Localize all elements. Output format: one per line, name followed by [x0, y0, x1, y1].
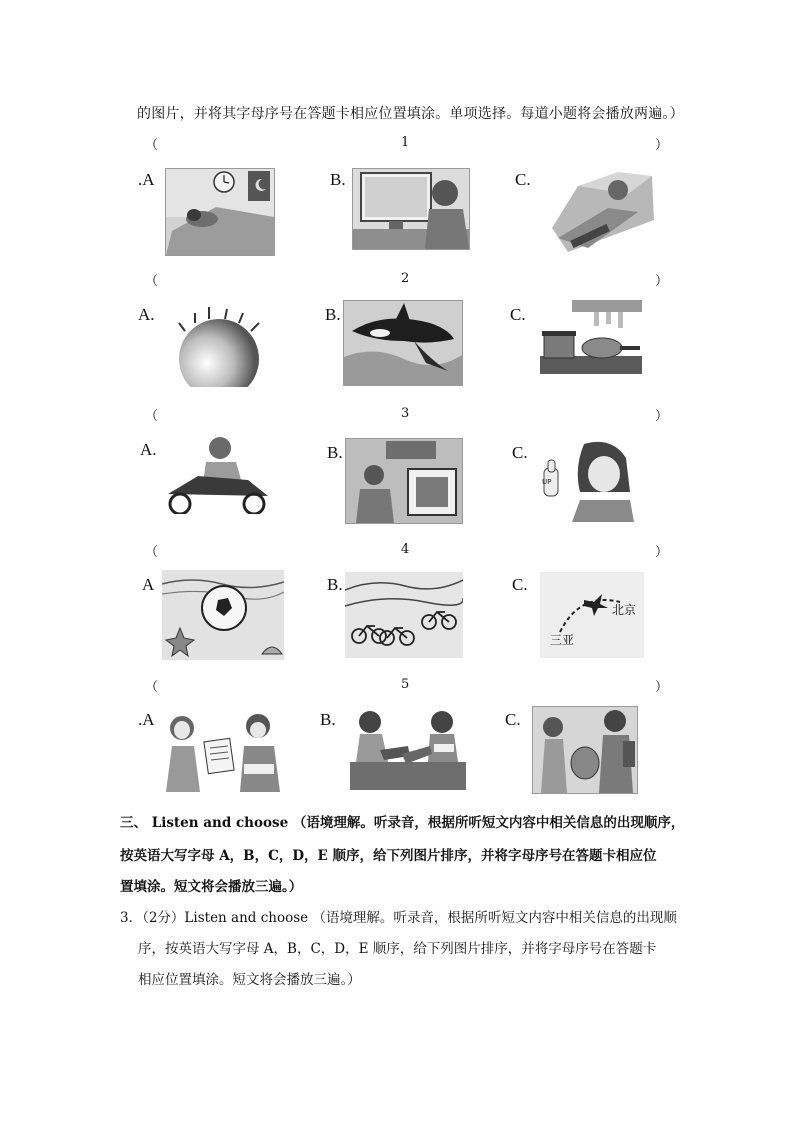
beach-ball-starfish-image	[162, 570, 284, 660]
q3-number: 3	[401, 406, 410, 421]
q2-paren-close: ）	[655, 274, 669, 289]
q3-option-c-picture[interactable]	[540, 438, 634, 522]
question-3-line-3: 相应位置填涂。短文将会播放三遍。）	[138, 972, 361, 988]
q5-paren-open: （	[145, 680, 159, 695]
q1-option-a-picture[interactable]	[165, 168, 275, 256]
sleeping-girl-clock-image	[166, 169, 274, 255]
beijing-label: 北京	[612, 603, 637, 617]
q4-paren-open: （	[145, 545, 159, 560]
q3-paren-close: ）	[655, 409, 669, 424]
q2-paren-open: （	[145, 274, 159, 289]
q5-option-b-picture[interactable]	[350, 706, 466, 790]
question-3-line-1: 3．（2分）Listen and choose （语境理解。听录音，根据所听短文内容中相关信息的出现顺	[120, 910, 677, 926]
q5-option-c-label: C.	[505, 710, 521, 729]
q5-option-b-label: B.	[320, 710, 336, 729]
q5-number: 5	[401, 677, 410, 692]
glowing-globe-image	[165, 305, 273, 387]
q1-option-b-picture[interactable]	[352, 168, 470, 250]
q4-option-b-label: B.	[327, 575, 343, 594]
q2-option-c-label: C.	[510, 305, 526, 324]
q2-number: 2	[401, 271, 410, 286]
q4-option-c-picture[interactable]	[540, 572, 644, 658]
q1-option-b-label: B.	[330, 170, 346, 189]
cooking-pots-image	[538, 300, 642, 374]
q5-paren-close: ）	[655, 680, 669, 695]
q2-option-a-picture[interactable]	[165, 305, 273, 387]
q4-option-b-picture[interactable]	[345, 572, 463, 658]
girl-thumbs-up-image	[540, 438, 634, 522]
two-boys-sitting-image	[350, 706, 466, 790]
q5-option-c-picture[interactable]	[532, 706, 638, 794]
q1-option-c-picture[interactable]	[548, 168, 656, 252]
q4-number: 4	[401, 542, 410, 557]
girl-boy-certificate-image	[160, 706, 284, 792]
q3-option-c-label: C.	[512, 443, 528, 462]
bicycles-seaside-image	[345, 572, 463, 658]
q4-option-a-picture[interactable]	[162, 570, 284, 660]
q4-paren-close: ）	[655, 545, 669, 560]
question-3-line-2: 序，按英语大写字母 A，B，C，D，E 顺序，给下列图片排序，并将字母序号在答题卡	[138, 941, 657, 957]
q5-option-a-picture[interactable]	[160, 706, 284, 792]
q2-option-b-label: B.	[325, 305, 341, 324]
computer-boy-image	[353, 169, 469, 249]
q4-option-a-label: A	[142, 575, 155, 594]
q1-option-a-label: .A	[138, 170, 155, 189]
boy-on-sofa-image	[548, 168, 656, 252]
q4-option-c-label: C.	[512, 575, 528, 594]
q1-paren-close: ）	[655, 138, 669, 153]
killer-whale-image	[344, 301, 462, 385]
flight-map-image	[540, 572, 644, 658]
instruction-line: 的图片，并将其字母序号在答题卡相应位置填涂。单项选择。每道小题将会播放两遍。）	[137, 106, 684, 122]
q2-option-c-picture[interactable]	[538, 300, 642, 374]
section-3-heading-line-2: 按英语大写字母 A，B，C，D，E 顺序，给下列图片排序，并将字母序号在答题卡相应位	[120, 848, 657, 864]
q2-option-b-picture[interactable]	[343, 300, 463, 386]
q3-option-b-label: B.	[327, 443, 343, 462]
q3-option-b-picture[interactable]	[345, 438, 463, 524]
q3-paren-open: （	[145, 409, 159, 424]
q5-option-a-label: .A	[138, 710, 155, 729]
boy-room-photo-image	[346, 439, 462, 523]
kids-with-backpack-image	[533, 707, 637, 793]
boy-riding-bike-image	[158, 434, 272, 514]
q1-number: 1	[401, 135, 410, 150]
up-sign-text: UP	[542, 478, 552, 486]
sanya-label: 三亚	[550, 633, 575, 647]
q3-option-a-label: A.	[140, 440, 157, 459]
q1-paren-open: （	[145, 138, 159, 153]
section-3-heading-line-1: 三、 Listen and choose （语境理解。听录音，根据所听短文内容中相关信息的出现顺序，	[120, 815, 685, 831]
q3-option-a-picture[interactable]	[158, 434, 272, 514]
q1-option-c-label: C.	[515, 170, 531, 189]
q2-option-a-label: A.	[138, 305, 155, 324]
section-3-heading-line-3: 置填涂。短文将会播放三遍。）	[120, 879, 303, 895]
